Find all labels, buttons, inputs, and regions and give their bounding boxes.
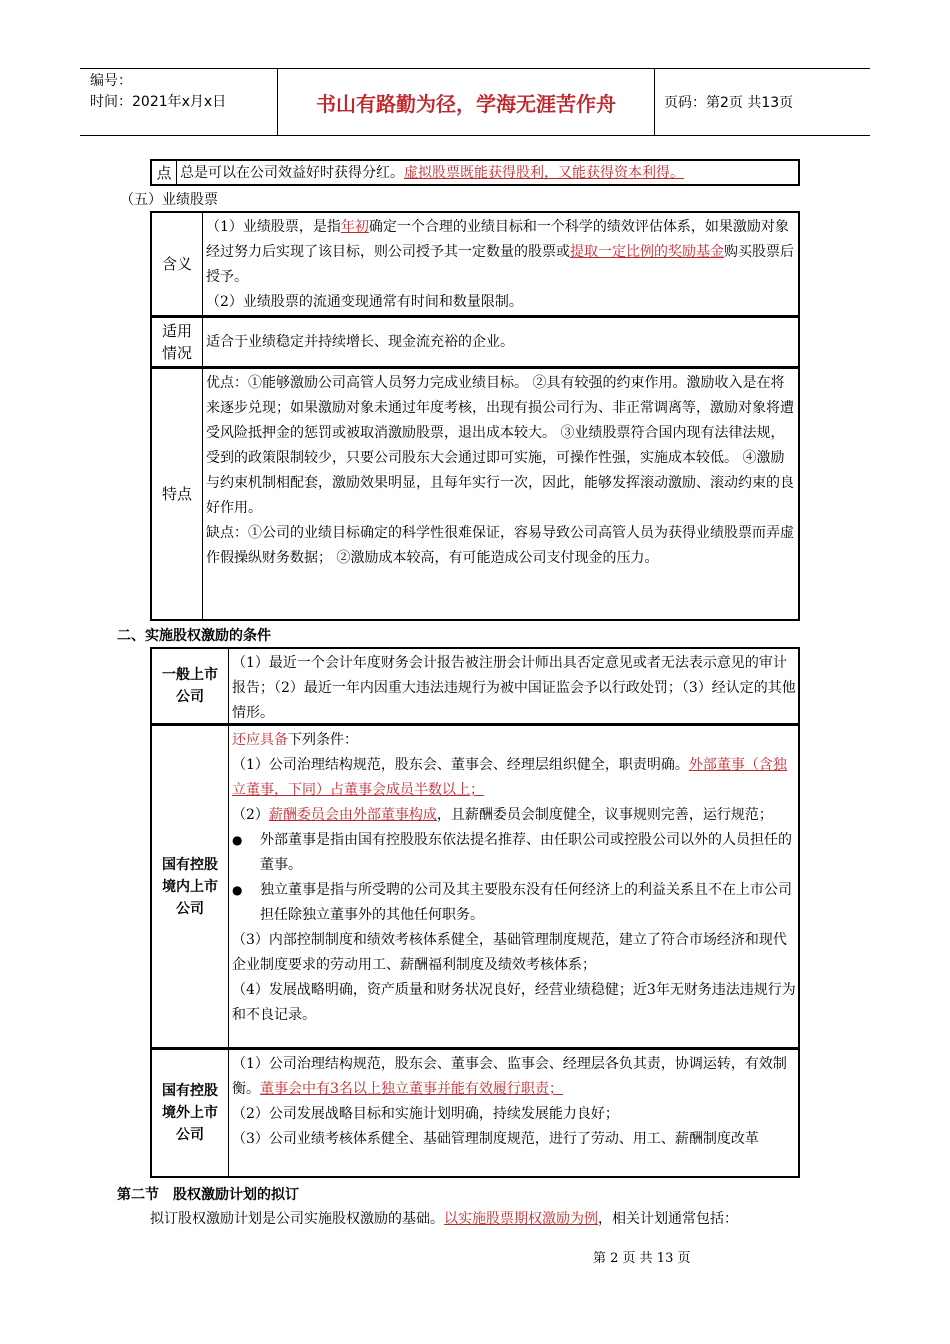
meaning-label: 含义 [161,255,192,273]
top-row-red: 虚拟股票既能获得股利，又能获得资本利得。 [404,165,684,181]
domestic-label: 国有控股境内上市公司 [162,856,218,917]
feature-label: 特点 [161,485,192,503]
meaning-text: （1）业绩股票，是指年初确定一个合理的业绩目标和一个科学的绩效评估体系，如果激励对象经过努力后实现了该目标，则公司授予其一定数量的股票或提取一定比例的奖励基金购买股票后授予。 （2）业绩股票的流通变现通常有时间和数量限制。 [206,219,794,310]
bullet-dot-icon: ● [232,883,243,897]
top-row-label: 点 [156,163,172,182]
general-text: （1）最近一个会计年度财务会计报告被注册会计师出具否定意见或者无法表示意见的审计报告；（2）最近一年内因重大违法违规行为被中国证监会予以行政处罚；（3）经认定的其他情形。 [232,655,796,721]
apply-row [150,316,800,368]
apply-text: 适合于业绩稳定并持续增长、现金流充裕的企业。 [206,333,514,350]
top-row-text: 总是可以在公司效益好时获得分红。虚拟股票既能获得股利，又能获得资本利得。 [180,165,684,181]
apply-label: 适用情况 [161,322,192,362]
domestic-text: 还应具备下列条件： （1）公司治理结构规范，股东会、董事会、经理层组织健全，职责明确。外部董事（含独立董事，下同）占董事会成员半数以上； （2）薪酬委员会由外部董事构成，且薪酬委员会制度健全，议事规则完善，运行规范； ● 外部董事是指由国有控股股东依法提名推荐、由任职公司或控股公司以外的人员担任的董事。 ● 独立董事是指与所受聘的公司及其主要股东没有任何经济上的利益关系且不在上市公司担任除独立董事外的其他任何职务。 （3）内部控制制度和绩效考核体系健全，基础管理制度规范，建立了符合市场经济和现代企业制度要求的劳动用工、薪酬福利制度及绩效考核体系； （4）发展战略明确，资产质量和财务状况良好，经营业绩稳健；近3年无财务违法违规行为和不良记录。 [232,732,796,1023]
feature-row [150,367,800,621]
general-row [150,647,800,725]
section2-paragraph: 拟订股权激励计划是公司实施股权激励的基础。以实施股票期权激励为例，相关计划通常包括： [150,1211,738,1227]
header-page: 页码：第2页 共13页 [664,95,794,111]
meaning-row [150,211,800,317]
domestic-row [150,724,800,1049]
overseas-text: （1）公司治理结构规范，股东会、董事会、监事会、经理层各负其责，协调运转，有效制衡。董事会中有3名以上独立董事并能有效履行职责； （2）公司发展战略目标和实施计划明确，持续发展能力良好； （3）公司业绩考核体系健全、基础管理制度规范，进行了劳动、用工、薪酬制度改革 [232,1056,787,1147]
header-meta [80,69,278,135]
part2-heading: 二、实施股权激励的条件 [117,628,271,644]
overseas-label: 国有控股境外上市公司 [162,1083,218,1143]
header-motto: 书山有路勤为径，学海无涯苦作舟 [278,69,655,135]
feature-text: 优点：①能够激励公司高管人员努力完成业绩目标。 ②具有较强的约束作用。激励收入是在将来逐步兑现；如果激励对象未通过年度考核，出现有损公司行为、非正常调离等，激励对象将遭受风险抵押金的惩罚或被取消激励股票，退出成本较大。 ③业绩股票符合国内现有法律法规，受到的政策限制较少，只要公司股东大会通过即可实施，可操作性强，实施成本较低。 ④激励与约束机制相配套，激励效果明显，且每年实行一次，因此，能够发挥滚动激励、滚动约束的良好作用。 缺点：①公司的业绩目标确定的科学性很难保证，容易导致公司高管人员为获得业绩股票而弄虚作假操纵财务数据； ②激励成本较高，有可能造成公司支付现金的压力。 [206,375,794,566]
bullet-dot-icon: ● [232,833,243,847]
page-header [80,68,870,136]
serial-label: 编号： [90,73,132,89]
page-footer: 第 2 页 共 13 页 [593,1251,691,1266]
general-label: 一般上市公司 [162,667,218,705]
overseas-row [150,1048,800,1178]
bullet-item: ● 外部董事是指由国有控股股东依法提名推荐、由任职公司或控股公司以外的人员担任的董事。 [232,828,796,878]
section5-heading: （五）业绩股票 [120,192,218,208]
top-row [150,159,800,186]
time-label: 时间：2021年x月x日 [90,94,227,110]
section2-heading: 第二节 股权激励计划的拟订 [117,1187,299,1203]
bullet-item: ● 独立董事是指与所受聘的公司及其主要股东没有任何经济上的利益关系且不在上市公司担任除独立董事外的其他任何职务。 [232,878,796,928]
